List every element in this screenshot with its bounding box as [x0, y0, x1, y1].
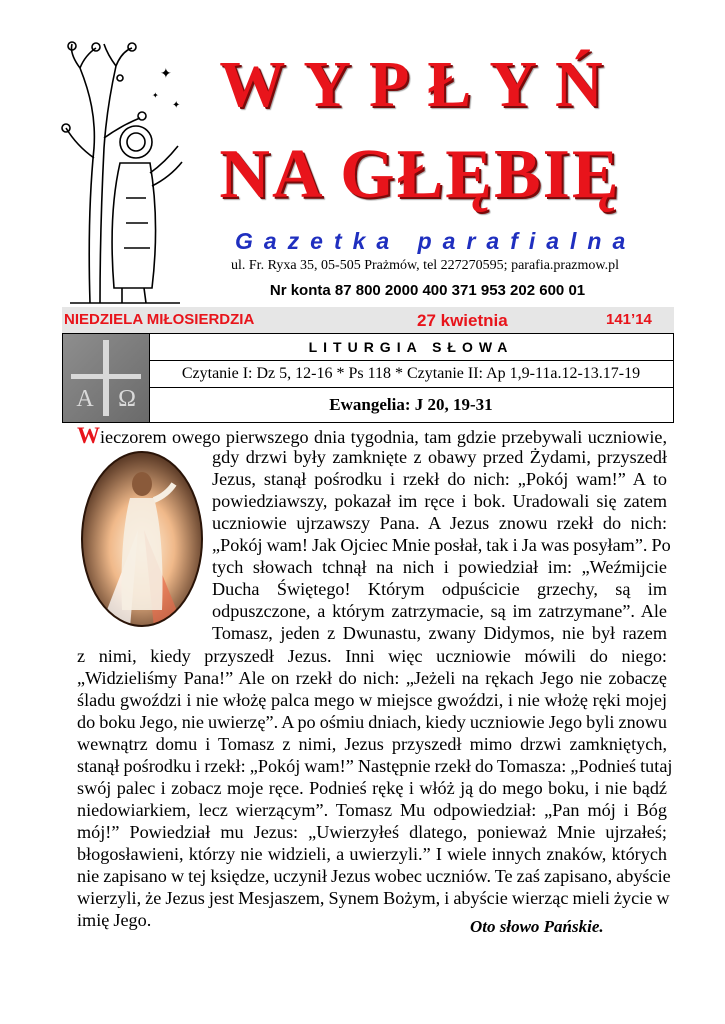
gospel-line: z nimi, kiedy przyszedł Jezus. Inni więc uczniowie mówili do niego: [77, 646, 667, 666]
gospel-line: Ducha Świętego! Którym odpuścicie grzechy, są im [212, 579, 667, 599]
bank-account-number: Nr konta 87 800 2000 400 371 953 202 600 01 [269, 282, 586, 299]
gospel-line: Tomasz, jeden z Dwunastu, zwany Didymos, nie był razem [212, 623, 667, 643]
divine-mercy-portrait-icon [80, 450, 204, 628]
masthead-title-line1: WYPŁYŃ [219, 48, 621, 121]
gospel-line: „Widzieliśmy Pana!” Ale on rzekł do nich: „Jeżeli na rękach Jego nie zobaczę [77, 668, 667, 688]
issue-date: 27 kwietnia [417, 311, 508, 330]
gospel-line: swój palec i zobacz moje ręce. Podnieś rękę i włóż ją do mego boku, i nie bądź [77, 778, 667, 798]
gospel-line: wewnątrz domu i Tomasz z nimi, Jezus przyszedł mimo drzwi zamkniętych, [77, 734, 667, 754]
liturgy-table [62, 333, 674, 423]
svg-text:✦: ✦ [152, 91, 159, 100]
liturgy-readings: Czytanie I: Dz 5, 12-16 * Ps 118 * Czytanie II: Ap 1,9-11a.12-13.17-19 [149, 361, 673, 388]
gospel-line: tych słowach tchnął na nich i powiedział im: „Weźmijcie [212, 557, 667, 577]
gospel-line: niedowiarkiem, lecz wierzącym”. Tomasz Mu odpowiedział: „Pan mój i Bóg [77, 800, 667, 820]
gospel-line: stanął pośrodku i rzekł: „Pokój wam!” Następnie rzekł do Tomasza: „Podnieś tutaj [77, 756, 673, 776]
gospel-line-1: Wieczorem owego pierwszego dnia tygodnia, tam gdzie przebywali uczniowie, [77, 423, 667, 448]
omega-symbol: Ω [118, 386, 136, 412]
gospel-line: „Pokój wam! Jak Ojciec Mnie posłał, tak i Ja was posyłam”. Po [212, 535, 671, 555]
alpha-omega-cross-icon [63, 334, 150, 422]
gospel-line: do boku Jego, nie uwierzę”. A po ośmiu dniach, kiedy uczniowie Jego byli znowu [77, 712, 667, 732]
gospel-closing: Oto słowo Pańskie. [470, 917, 604, 936]
liturgy-gospel-reference: Ewangelia: J 20, 19-31 [329, 395, 493, 414]
liturgy-title: LITURGIA SŁOWA [149, 334, 673, 361]
gospel-line: odpuszczone, a którym zatrzymacie, są im zatrzymane”. Ale [212, 601, 667, 621]
saint-with-tree-icon [60, 38, 190, 308]
gospel-dropcap: W [77, 423, 100, 448]
gospel-line: gdy drzwi były zamknięte z obawy przed Żydami, przyszedł [212, 447, 667, 467]
masthead-subtitle: Gazetka parafialna [235, 228, 637, 254]
gospel-line: błogosławieni, którzy nie widzieli, a uwierzyli.” I wiele innych znaków, których [77, 844, 667, 864]
gospel-line: nie zapisano w tej księdze, uczynił Jezus wobec uczniów. Te zaś zapisano, abyście [77, 866, 671, 886]
parish-address: ul. Fr. Ryxa 35, 05-505 Prażmów, tel 227270595; parafia.prazmow.pl [231, 258, 619, 273]
gospel-line: powiedziawszy, pokazał im ręce i bok. Uradowali się zatem [212, 491, 667, 511]
gospel-line-last: imię Jego. [77, 910, 152, 930]
svg-text:✦: ✦ [172, 100, 181, 111]
gospel-line: mój!” Powiedział mu Jezus: „Uwierzyłeś dlatego, ponieważ Mnie ujrzałeś; [77, 822, 667, 842]
gospel-line: śladu gwoździ i nie włożę palca mego w miejsce gwoździ, i nie włożę ręki mojej [77, 690, 667, 710]
gospel-line: uczniowie ujrzawszy Pana. A Jezus znowu rzekł do nich: [212, 513, 667, 533]
gospel-line: wierzyli, że Jezus jest Mesjaszem, Synem Bożym, i abyście wierząc mieli życie w [77, 888, 670, 908]
gospel-line: Jezus, stanął pośrodku i rzekł do nich: „Pokój wam!” A to [212, 469, 667, 489]
alpha-symbol: A [76, 386, 94, 412]
svg-text:✦: ✦ [160, 66, 172, 82]
issue-info-bar [62, 307, 674, 333]
sunday-name: NIEDZIELA MIŁOSIERDZIA [64, 311, 255, 328]
masthead-title-line2: NA GŁĘBIĘ [219, 136, 621, 213]
issue-number: 141’14 [606, 311, 652, 328]
